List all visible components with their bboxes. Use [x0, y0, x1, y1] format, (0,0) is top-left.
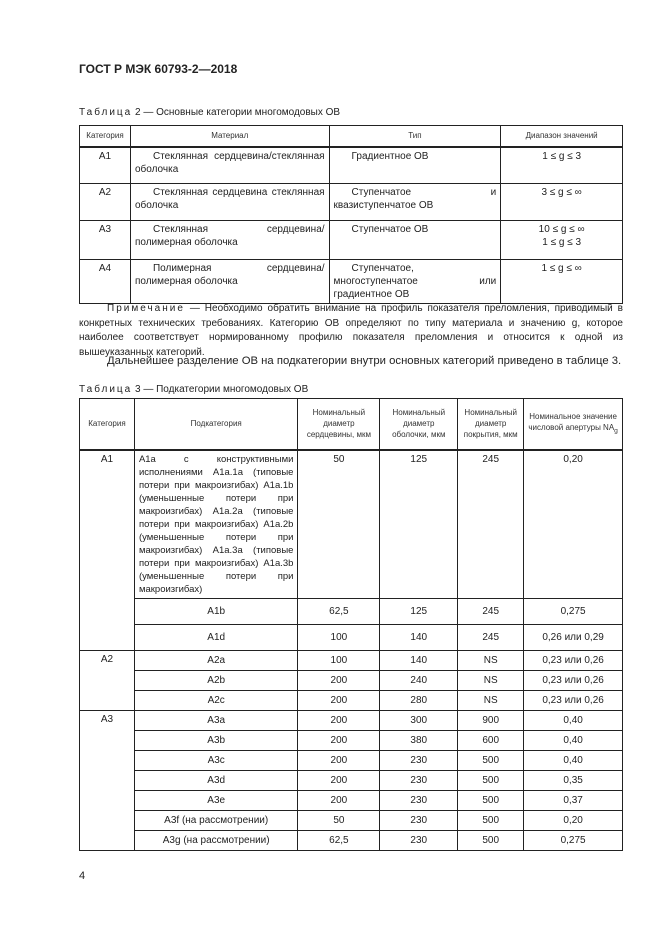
table-row [80, 690, 623, 710]
table-cell: 50 [298, 810, 380, 830]
table-cell: 230 [380, 790, 458, 810]
table-cell: 100 [298, 624, 380, 650]
table-2 [79, 125, 623, 304]
table-cell: Номинальное значение числовой апертуры $NA_g$ [524, 399, 623, 450]
table-cell: 240 [380, 670, 458, 690]
table-row [80, 650, 623, 670]
table-cell: 0,37 [524, 790, 623, 810]
table-row [80, 221, 623, 260]
table-cell: Стеклянная сердцевина/полимерная оболочка [130, 221, 329, 260]
table-cell: А3е [134, 790, 298, 810]
table-cell: 500 [458, 770, 524, 790]
table-cell: 0,20 [524, 450, 623, 599]
table-cell: Номинальный диаметр покрытия, мкм [458, 399, 524, 450]
table-row [80, 830, 623, 850]
table-cell: 125 [380, 598, 458, 624]
table-row [80, 790, 623, 810]
table-cell [501, 147, 623, 184]
table-cell: А1 [80, 450, 135, 651]
table-cell: Диапазон значений [501, 126, 623, 147]
table-cell: А2b [134, 670, 298, 690]
table-cell: А4 [80, 260, 131, 304]
table-cell: 62,5 [298, 830, 380, 850]
table-cell: 140 [380, 650, 458, 670]
table-cell: NS [458, 670, 524, 690]
table-cell: А1 [80, 147, 131, 184]
table-cell [501, 221, 623, 260]
table-cell: 500 [458, 750, 524, 770]
table-row [80, 598, 623, 624]
table-cell: 500 [458, 810, 524, 830]
table-cell: А3 [80, 221, 131, 260]
table-cell: А3g (на рассмотрении) [134, 830, 298, 850]
table-cell: Ступенчатое, многоступенчатое или градиентное ОВ [329, 260, 501, 304]
table-cell: Ступенчатое ОВ [329, 221, 501, 260]
table-cell: 600 [458, 730, 524, 750]
table-cell: Категория [80, 126, 131, 147]
table-3 [79, 398, 623, 851]
table-row [80, 670, 623, 690]
table-cell: Градиентное ОВ [329, 147, 501, 184]
table-cell: 200 [298, 750, 380, 770]
document-header: ГОСТ Р МЭК 60793-2—2018 [79, 62, 238, 76]
table-cell: 0,20 [524, 810, 623, 830]
table-row [80, 184, 623, 221]
table-cell: 62,5 [298, 598, 380, 624]
table-row [80, 260, 623, 304]
range-value: 1 ≤ g ≤ 3 [542, 150, 582, 162]
table-cell [501, 184, 623, 221]
table-cell: 50 [298, 450, 380, 599]
table-row [80, 770, 623, 790]
table-cell: 245 [458, 598, 524, 624]
table-cell: 0,23 или 0,26 [524, 670, 623, 690]
table-cell: А2а [134, 650, 298, 670]
table-cell: А3d [134, 770, 298, 790]
table-cell: 200 [298, 690, 380, 710]
table-cell: 230 [380, 750, 458, 770]
table-cell: А3с [134, 750, 298, 770]
table-row [80, 730, 623, 750]
table-cell: NS [458, 650, 524, 670]
page-number: 4 [79, 870, 86, 882]
table-cell: 0,40 [524, 710, 623, 730]
table-cell: А2с [134, 690, 298, 710]
table-cell: 500 [458, 790, 524, 810]
table-cell: 200 [298, 710, 380, 730]
table-cell: 230 [380, 830, 458, 850]
table-cell: 500 [458, 830, 524, 850]
table-cell: 125 [380, 450, 458, 599]
table2-note: Примечание — Необходимо обратить внимание на профиль показателя преломления, приводимый в конкретных технических требованиях. Категорию ОВ определяют по типу материала и значению g, которое наиболее соответствует нормированному профилю показателя преломления и относится к одной из вышеуказанных категорий. [79, 303, 623, 358]
table-cell: А2 [80, 184, 131, 221]
table-cell: Номинальный диаметр оболочки, мкм [380, 399, 458, 450]
table-cell: 0,40 [524, 730, 623, 750]
table-cell: 230 [380, 770, 458, 790]
table-cell: 280 [380, 690, 458, 710]
table-cell: Тип [329, 126, 501, 147]
table3-caption: Таблица 3 — Подкатегории многомодовых ОВ [79, 384, 309, 395]
table2-caption: Таблица 2 — Основные категории многомодовых ОВ [79, 107, 341, 118]
range-value: 1 ≤ g ≤ ∞ [541, 263, 582, 274]
table-cell: 100 [298, 650, 380, 670]
table-cell: 0,26 или 0,29 [524, 624, 623, 650]
table-cell: 245 [458, 624, 524, 650]
table-cell: А1d [134, 624, 298, 650]
table-cell: 380 [380, 730, 458, 750]
table-cell: 140 [380, 624, 458, 650]
table-cell: 300 [380, 710, 458, 730]
table-cell: А1а с конструктивными исполнениями А1а.1а (типовые потери при макроизгибах) А1а.1b (уменьшенные потери при макроизгибах) А1а.2а (типовые потери при макроизгибах) А1а.2b (уменьшенные потери при макроизгибах) А1а.3а (типовые потери при макроизгибах) А1а.3b (уменьшенные потери при макроизгибах) [134, 450, 298, 599]
table-cell: 0,40 [524, 750, 623, 770]
table-cell: А3а [134, 710, 298, 730]
table-cell: NS [458, 690, 524, 710]
table-cell: 0,35 [524, 770, 623, 790]
table-cell: А3b [134, 730, 298, 750]
table-cell [501, 260, 623, 304]
table-row [80, 624, 623, 650]
table-cell: 0,275 [524, 830, 623, 850]
table-cell: Стеклянная сердцевина/стеклянная оболочка [130, 147, 329, 184]
table-cell: 200 [298, 730, 380, 750]
table-cell: 200 [298, 770, 380, 790]
table-cell: 200 [298, 790, 380, 810]
table-cell: Ступенчатое и квазиступенчатое ОВ [329, 184, 501, 221]
table-cell: 0,23 или 0,26 [524, 690, 623, 710]
table-cell: А1b [134, 598, 298, 624]
table-row [80, 810, 623, 830]
table-cell: 900 [458, 710, 524, 730]
range-value: 1 ≤ g ≤ 3 [542, 237, 582, 248]
table-cell: Подкатегория [134, 399, 298, 450]
table-cell: Материал [130, 126, 329, 147]
table-cell: 200 [298, 670, 380, 690]
table-row [80, 147, 623, 184]
table-cell: Категория [80, 399, 135, 450]
table-cell: 230 [380, 810, 458, 830]
table-cell: 0,275 [524, 598, 623, 624]
range-value: 3 ≤ g ≤ ∞ [541, 187, 582, 198]
table-cell: А2 [80, 650, 135, 710]
range-value: 10 ≤ g ≤ ∞ [538, 224, 585, 235]
table-cell: А3f (на рассмотрении) [134, 810, 298, 830]
table-cell: А3 [80, 710, 135, 850]
table-cell: Стеклянная сердцевина стеклянная оболочка [130, 184, 329, 221]
table-cell: Полимерная сердцевина/полимерная оболочка [130, 260, 329, 304]
table-row [80, 750, 623, 770]
table-cell: 0,23 или 0,26 [524, 650, 623, 670]
table-header-row [80, 399, 623, 450]
table-row [80, 450, 623, 599]
table-cell: Номинальный диаметр сердцевины, мкм [298, 399, 380, 450]
table-row [80, 710, 623, 730]
paragraph: Дальнейшее разделение ОВ на подкатегории внутри основных категорий приведено в таблице 3. [107, 355, 622, 367]
table-header-row [80, 126, 623, 147]
table-cell: 245 [458, 450, 524, 599]
